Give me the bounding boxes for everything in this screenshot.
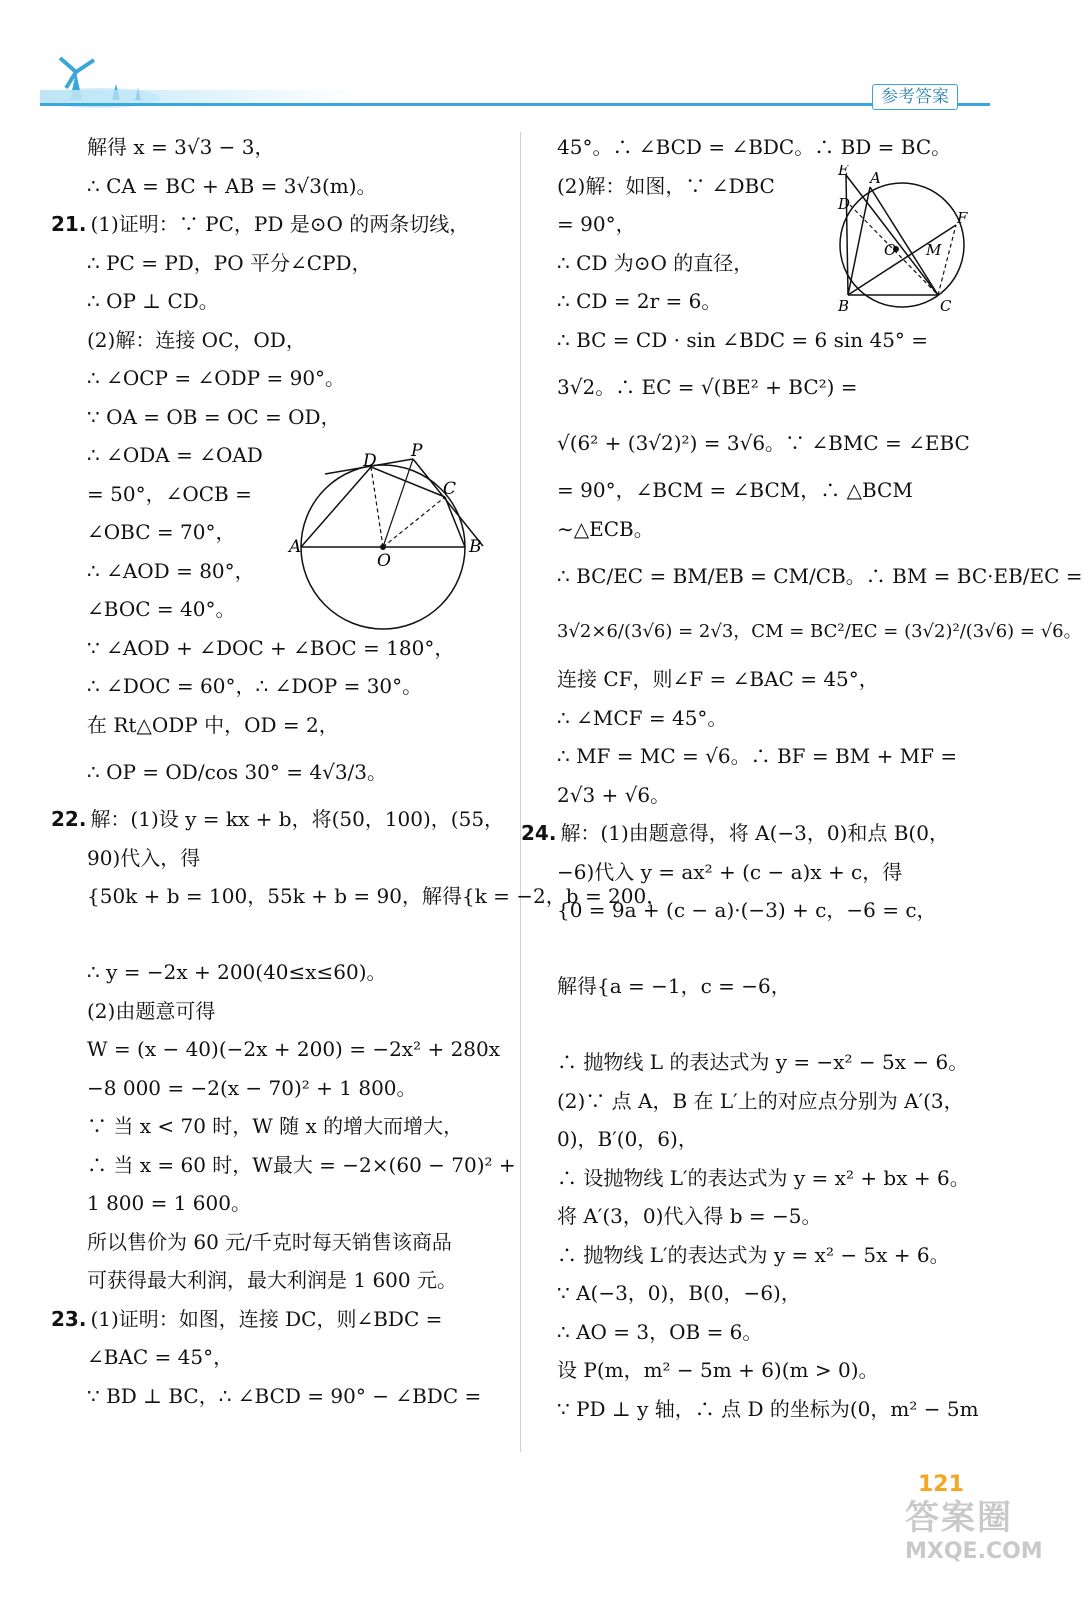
header-rule [40, 103, 990, 106]
center-point [380, 544, 386, 550]
text-line: ∴ BC/EC = BM/EB = CM/CB。∴ BM = BC·EB/EC = [557, 564, 1083, 588]
segment-ba [848, 187, 870, 295]
text-line: ∼△ECB。 [557, 516, 654, 541]
text-line: ∴ MF = MC = √6。∴ BF = BM + MF = [557, 744, 958, 768]
text-line: ∴ OP = OD/cos 30° = 4√3/3。 [87, 760, 388, 784]
text-line: 1 800 = 1 600。 [87, 1191, 251, 1215]
right-column [521, 128, 1083, 1428]
page-header [0, 0, 1084, 120]
text-line: = 50°，∠OCB = [87, 481, 252, 506]
text-line: ∴ 抛物线 L 的表达式为 y = −x² − 5x − 6。 [557, 1050, 969, 1074]
text-line: 在 Rt△ODP 中，OD = 2， [87, 712, 339, 737]
problem-24-line: 24. 解：(1)由题意得，将 A(−3，0)和点 B(0， [521, 821, 949, 845]
text-line: ∵ OA = OB = OC = OD， [87, 404, 341, 429]
label-b: B [838, 297, 850, 315]
text-line: −6)代入 y = ax² + (c − a)x + c，得 [557, 859, 903, 884]
text-line: 连接 CF，则∠F = ∠BAC = 45°， [557, 667, 879, 691]
text-line: 45°。∴ ∠BCD = ∠BDC。∴ BD = BC。 [557, 135, 952, 159]
text-line: ∴ y = −2x + 200(40≤x≤60)。 [87, 960, 387, 984]
tangent-pc [413, 459, 483, 546]
text-line: ∴ CA = BC + AB = 3√3(m)。 [87, 173, 377, 198]
problem-number: 21. [51, 212, 87, 236]
text-line: ∴ ∠AOD = 80°， [87, 558, 255, 583]
text-line: √(6² + (3√2)²) = 3√6。∵ ∠BMC = ∠EBC [557, 431, 970, 455]
text-line: ∵ ∠AOD + ∠DOC + ∠BOC = 180°， [87, 635, 455, 660]
label-c: C [443, 479, 457, 499]
label-d: D [838, 195, 851, 213]
text-line: 所以售价为 60 元/千克时每天销售该商品 [87, 1229, 452, 1254]
equation-system: {50k + b = 100，55k + b = 90，解得{k = −2，b = 200， [87, 884, 667, 908]
text-line: ∴ 抛物线 L′的表达式为 y = x² − 5x + 6。 [557, 1242, 950, 1267]
chord-cb [445, 497, 465, 547]
problem-23-line: 23. (1)证明：如图，连接 DC，则∠BDC = [51, 1306, 443, 1331]
page-number: 121 [918, 1472, 964, 1497]
text-line: ∴ CD 为⊙O 的直径， [557, 250, 754, 275]
watermark [905, 1490, 1075, 1590]
text-line: ∴ ∠ODA = ∠OAD [87, 443, 263, 467]
label-m: M [926, 241, 942, 259]
text-line: ∴ OP ⊥ CD。 [87, 289, 219, 313]
text-line: ∴ ∠DOC = 60°，∴ ∠DOP = 30°。 [87, 674, 423, 698]
text-line: (2)解：如图，∵ ∠DBC [557, 173, 775, 198]
text-line: (2)∵ 点 A，B 在 L′上的对应点分别为 A′(3， [557, 1088, 964, 1113]
problem-number: 22. [51, 807, 87, 831]
text-line: ∴ BC = CD · sin ∠BDC = 6 sin 45° = [557, 327, 929, 352]
text-line: 3√2。∴ EC = √(BE² + BC²) = [557, 375, 858, 399]
text-line: −8 000 = −2(x − 70)² + 1 800。 [87, 1075, 417, 1100]
label-o: O [884, 241, 897, 259]
text-line: (2)由题意可得 [87, 998, 216, 1023]
label-a: A [289, 537, 302, 557]
label-f: F [957, 209, 968, 227]
segment-be [846, 175, 848, 295]
text-line: ∴ 当 x = 60 时，W最大 = −2×(60 − 70)² + [87, 1152, 516, 1177]
label-d: D [363, 451, 377, 471]
text-line: ∠OBC = 70°， [87, 520, 236, 544]
text-line: 90)代入，得 [87, 845, 201, 870]
segment-op [383, 459, 413, 547]
text-line: ∵ A(−3，0)，B(0，−6)， [557, 1281, 801, 1305]
text-line: = 90°，∠BCM = ∠BCM，∴ △BCM [557, 478, 913, 502]
watermark-text: 答案圈 [905, 1498, 1013, 1538]
text-line: 可获得最大利润，最大利润是 1 600 元。 [87, 1268, 457, 1292]
label-e: E [838, 165, 849, 179]
text-line: ∴ AO = 3，OB = 6。 [557, 1319, 763, 1344]
segment-od [371, 467, 383, 547]
text-line: ∴ 设抛物线 L′的表达式为 y = x² + bx + 6。 [557, 1165, 970, 1190]
problem-number: 23. [51, 1306, 87, 1331]
text-line: ∴ ∠OCP = ∠ODP = 90°。 [87, 366, 346, 390]
label-p: P [411, 441, 423, 461]
geometry-figure-circle-tangents [285, 440, 495, 655]
text-line: ∵ 当 x < 70 时，W 随 x 的增大而增大， [87, 1114, 464, 1138]
section-badge: 参考答案 [872, 84, 958, 110]
segment-oc [383, 497, 445, 547]
equation-system: {0 = 9a + (c − a)·(−3) + c，−6 = c， [557, 898, 937, 922]
problem-number: 24. [521, 821, 557, 845]
text-line: ∴ CD = 2r = 6。 [557, 289, 722, 313]
label-a: A [870, 169, 881, 187]
text-line: 0)，B′(0，6)， [557, 1127, 698, 1151]
text-line: ∴ ∠MCF = 45°。 [557, 705, 728, 730]
geometry-figure-inscribed-triangle [830, 165, 975, 315]
problem-22-line: 22. 解：(1)设 y = kx + b，将(50，100)，(55， [51, 807, 505, 831]
label-o: O [377, 551, 391, 571]
text-line: 解得 x = 3√3 − 3， [87, 135, 275, 159]
text-line: (2)解：连接 OC，OD， [87, 327, 306, 352]
text-line: = 90°， [557, 212, 636, 236]
equation-system: 解得{a = −1，c = −6， [557, 974, 791, 998]
label-c: C [940, 297, 952, 315]
text-line: 3√2×6/(3√6) = 2√3，CM = BC²/EC = (3√2)²/(3√6) = √6。 [557, 621, 1082, 642]
problem-21-line: 21. (1)证明：∵ PC，PD 是⊙O 的两条切线， [51, 212, 470, 236]
text-line: 将 A′(3，0)代入得 b = −5。 [557, 1204, 822, 1228]
text-line: ∠BOC = 40°。 [87, 597, 236, 621]
text-line: ∴ PC = PD，PO 平分∠CPD， [87, 250, 372, 275]
column-divider [520, 132, 521, 1452]
text-line: 设 P(m，m² − 5m + 6)(m > 0)。 [557, 1358, 879, 1382]
segment-bf [848, 225, 956, 295]
watermark-url: MXQE.COM [905, 1539, 1043, 1564]
label-b: B [469, 537, 482, 557]
text-line: ∵ BD ⊥ BC，∴ ∠BCD = 90° − ∠BDC = [87, 1383, 482, 1408]
text-line: ∵ PD ⊥ y 轴，∴ 点 D 的坐标为(0，m² − 5m [557, 1396, 979, 1421]
text-line: 2√3 + √6。 [557, 782, 671, 807]
text-line: ∠BAC = 45°， [87, 1345, 234, 1369]
text-line: W = (x − 40)(−2x + 200) = −2x² + 280x [87, 1037, 501, 1061]
